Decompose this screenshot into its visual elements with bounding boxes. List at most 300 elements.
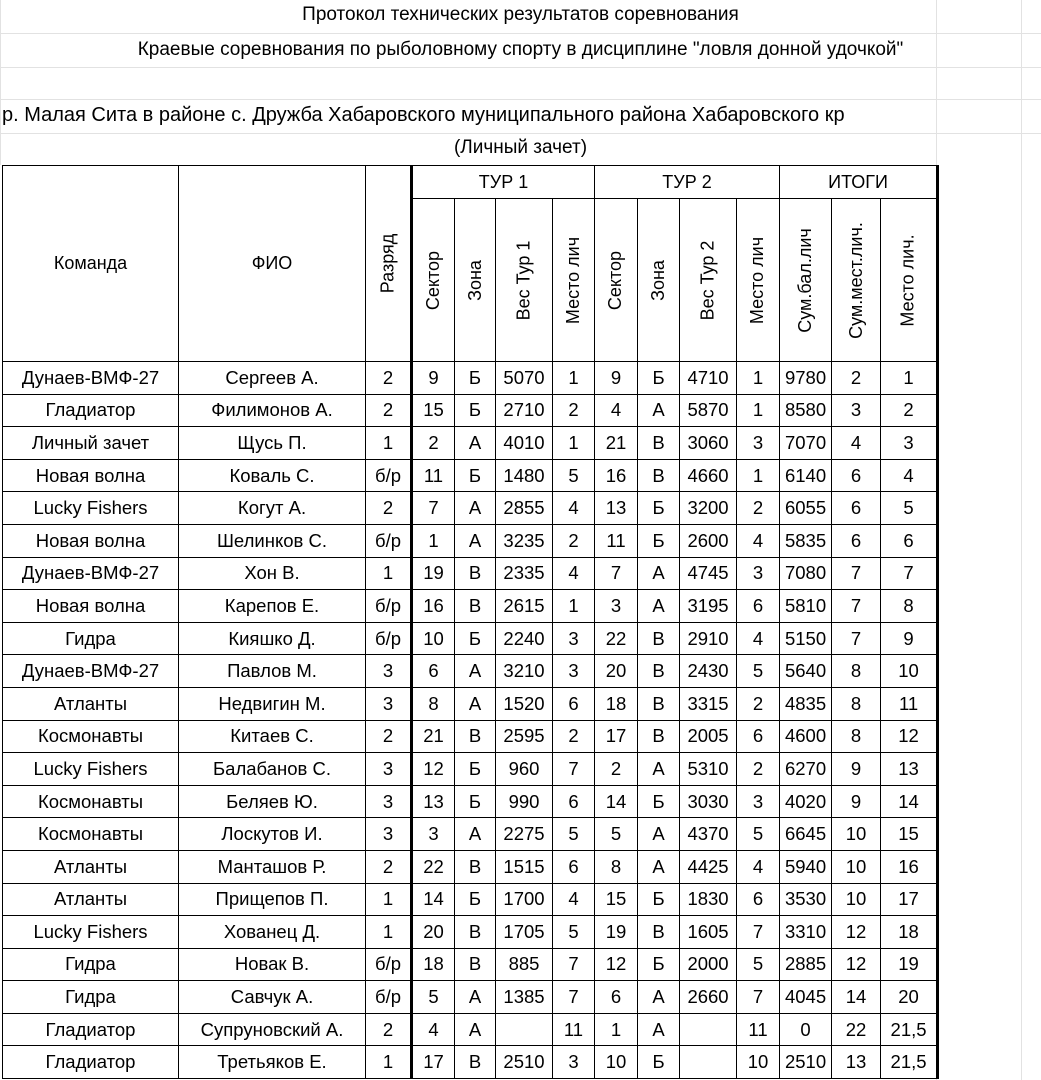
cell-final-place: 13: [881, 753, 938, 786]
cell-sum-places: 13: [832, 1046, 881, 1079]
cell-sum-points: 6055: [780, 492, 832, 525]
header-team-label: Команда: [53, 253, 128, 273]
cell-zone1: Б: [455, 394, 496, 427]
cell-zone2: А: [638, 850, 680, 883]
header-tour2: ТУР 2: [595, 166, 780, 199]
header-place2: [737, 199, 780, 362]
cell-sector1: 12: [412, 753, 455, 786]
table-row: [3, 720, 938, 753]
cell-sum-points: 3530: [780, 883, 832, 916]
grid-line: [0, 99, 1041, 100]
cell-team: Новая волна: [3, 459, 179, 492]
cell-final-place: 14: [881, 785, 938, 818]
cell-final-place: 21,5: [881, 1046, 938, 1079]
cell-sector2: 12: [595, 948, 638, 981]
cell-weight2: 2430: [680, 655, 737, 688]
cell-weight2: 2600: [680, 524, 737, 557]
cell-place1: 5: [553, 818, 595, 851]
cell-weight1: 5070: [496, 362, 553, 395]
cell-sector1: 19: [412, 557, 455, 590]
cell-sum-places: 8: [832, 687, 881, 720]
cell-zone1: Б: [455, 785, 496, 818]
cell-zone2: В: [638, 459, 680, 492]
cell-team: Дунаев-ВМФ-27: [3, 655, 179, 688]
cell-place1: 6: [553, 687, 595, 720]
table-row: [3, 590, 938, 623]
cell-team: Космонавты: [3, 818, 179, 851]
cell-rank: б/р: [366, 524, 412, 557]
cell-sector1: 16: [412, 590, 455, 623]
cell-zone1: Б: [455, 622, 496, 655]
cell-rank: б/р: [366, 981, 412, 1014]
cell-place2: 2: [737, 687, 780, 720]
cell-zone2: В: [638, 427, 680, 460]
cell-weight2: 3030: [680, 785, 737, 818]
cell-sector2: 17: [595, 720, 638, 753]
table-row: [3, 655, 938, 688]
header-sum-places-label: Сум.мест.лич.: [845, 221, 866, 339]
cell-weight1: 1515: [496, 850, 553, 883]
cell-weight1: 2335: [496, 557, 553, 590]
header-weight2-label: Вес Тур 2: [697, 240, 718, 320]
cell-weight2: 2005: [680, 720, 737, 753]
cell-sector2: 3: [595, 590, 638, 623]
grid-line: [0, 33, 1041, 34]
cell-rank: 2: [366, 850, 412, 883]
header-rank: [366, 166, 412, 362]
cell-zone1: В: [455, 850, 496, 883]
cell-name: Карепов Е.: [179, 590, 366, 623]
cell-final-place: 16: [881, 850, 938, 883]
cell-name: Сергеев А.: [179, 362, 366, 395]
cell-sum-places: 9: [832, 785, 881, 818]
cell-place2: 2: [737, 492, 780, 525]
header-final-place: [881, 199, 938, 362]
cell-sum-points: 5640: [780, 655, 832, 688]
cell-place2: 2: [737, 753, 780, 786]
table-row: [3, 785, 938, 818]
table-row: [3, 1013, 938, 1046]
cell-final-place: 6: [881, 524, 938, 557]
cell-zone1: В: [455, 557, 496, 590]
cell-zone2: А: [638, 818, 680, 851]
cell-rank: 3: [366, 753, 412, 786]
competition-title: Краевые соревнования по рыболовному спорту в дисциплине "ловля донной удочкой": [137, 39, 904, 60]
cell-sum-points: 5940: [780, 850, 832, 883]
cell-sum-places: 7: [832, 590, 881, 623]
cell-zone2: Б: [638, 883, 680, 916]
cell-place1: 1: [553, 362, 595, 395]
cell-sum-points: 7070: [780, 427, 832, 460]
cell-sector1: 7: [412, 492, 455, 525]
cell-sector2: 19: [595, 916, 638, 949]
cell-weight2: 2660: [680, 981, 737, 1014]
cell-place2: 1: [737, 459, 780, 492]
cell-rank: 2: [366, 1013, 412, 1046]
cell-sum-places: 14: [832, 981, 881, 1014]
cell-team: Новая волна: [3, 590, 179, 623]
cell-zone2: А: [638, 557, 680, 590]
cell-place2: 1: [737, 362, 780, 395]
cell-name: Хованец Д.: [179, 916, 366, 949]
cell-sum-places: 22: [832, 1013, 881, 1046]
cell-place1: 3: [553, 1046, 595, 1079]
cell-name: Прищепов П.: [179, 883, 366, 916]
cell-place2: 5: [737, 818, 780, 851]
cell-rank: 1: [366, 557, 412, 590]
cell-sector2: 18: [595, 687, 638, 720]
cell-weight1: 960: [496, 753, 553, 786]
cell-place2: 4: [737, 850, 780, 883]
cell-place2: 5: [737, 655, 780, 688]
table-row: [3, 492, 938, 525]
cell-team: Гидра: [3, 948, 179, 981]
cell-zone1: А: [455, 1013, 496, 1046]
cell-weight2: 3060: [680, 427, 737, 460]
cell-sector2: 11: [595, 524, 638, 557]
cell-team: Атланты: [3, 883, 179, 916]
cell-place2: 7: [737, 916, 780, 949]
cell-sum-places: 10: [832, 850, 881, 883]
cell-rank: б/р: [366, 459, 412, 492]
cell-rank: 1: [366, 916, 412, 949]
cell-sector2: 7: [595, 557, 638, 590]
cell-team: Гладиатор: [3, 1046, 179, 1079]
cell-place2: 3: [737, 557, 780, 590]
cell-sum-places: 6: [832, 524, 881, 557]
cell-weight1: 2615: [496, 590, 553, 623]
cell-place2: 10: [737, 1046, 780, 1079]
cell-place1: 4: [553, 492, 595, 525]
cell-weight1: 2510: [496, 1046, 553, 1079]
cell-place1: 7: [553, 981, 595, 1014]
cell-rank: 2: [366, 394, 412, 427]
cell-sum-places: 6: [832, 459, 881, 492]
cell-sum-points: 4045: [780, 981, 832, 1014]
cell-place1: 3: [553, 655, 595, 688]
table-row: [3, 394, 938, 427]
cell-sector1: 17: [412, 1046, 455, 1079]
cell-zone2: В: [638, 655, 680, 688]
cell-sector2: 15: [595, 883, 638, 916]
cell-zone2: В: [638, 916, 680, 949]
cell-weight1: 3235: [496, 524, 553, 557]
cell-sector2: 4: [595, 394, 638, 427]
cell-final-place: 3: [881, 427, 938, 460]
table-row: [3, 459, 938, 492]
cell-sum-points: 6140: [780, 459, 832, 492]
cell-sector2: 6: [595, 981, 638, 1014]
location-text: р. Малая Сита в районе с. Дружба Хабаровского муниципального района Хабаровского кр: [2, 104, 845, 126]
cell-sum-points: 5150: [780, 622, 832, 655]
cell-name: Хон В.: [179, 557, 366, 590]
cell-sum-points: 9780: [780, 362, 832, 395]
cell-zone1: А: [455, 818, 496, 851]
cell-sector1: 13: [412, 785, 455, 818]
cell-zone2: Б: [638, 948, 680, 981]
cell-weight2: 2000: [680, 948, 737, 981]
cell-team: Атланты: [3, 687, 179, 720]
table-row: [3, 362, 938, 395]
cell-zone2: А: [638, 981, 680, 1014]
results-table: [2, 165, 939, 1079]
cell-sum-places: 9: [832, 753, 881, 786]
cell-team: Космонавты: [3, 785, 179, 818]
cell-weight1: [496, 1013, 553, 1046]
table-row: [3, 427, 938, 460]
cell-sector2: 8: [595, 850, 638, 883]
cell-sector2: 5: [595, 818, 638, 851]
header-zone2: [638, 199, 680, 362]
cell-sum-points: 4600: [780, 720, 832, 753]
cell-name: Когут А.: [179, 492, 366, 525]
cell-sector1: 3: [412, 818, 455, 851]
cell-place1: 6: [553, 785, 595, 818]
cell-weight2: 4660: [680, 459, 737, 492]
cell-sum-points: 7080: [780, 557, 832, 590]
cell-weight1: 1520: [496, 687, 553, 720]
cell-place1: 2: [553, 394, 595, 427]
header-zone1-label: Зона: [464, 259, 485, 301]
cell-final-place: 9: [881, 622, 938, 655]
protocol-title: Протокол технических результатов соревнования: [302, 4, 739, 25]
cell-weight1: 3210: [496, 655, 553, 688]
cell-rank: б/р: [366, 948, 412, 981]
cell-sum-places: 2: [832, 362, 881, 395]
header-zone2-label: Зона: [648, 259, 669, 301]
cell-sector1: 15: [412, 394, 455, 427]
cell-sum-places: 12: [832, 948, 881, 981]
cell-zone1: В: [455, 948, 496, 981]
cell-sector1: 8: [412, 687, 455, 720]
cell-zone1: А: [455, 981, 496, 1014]
cell-zone2: Б: [638, 492, 680, 525]
cell-name: Лоскутов И.: [179, 818, 366, 851]
cell-sector1: 21: [412, 720, 455, 753]
cell-team: Lucky Fishers: [3, 492, 179, 525]
cell-sum-places: 8: [832, 655, 881, 688]
cell-sector2: 20: [595, 655, 638, 688]
cell-sum-points: 8580: [780, 394, 832, 427]
cell-zone1: А: [455, 524, 496, 557]
cell-weight2: 2910: [680, 622, 737, 655]
cell-sector2: 14: [595, 785, 638, 818]
cell-rank: 2: [366, 362, 412, 395]
cell-sector1: 1: [412, 524, 455, 557]
cell-name: Беляев Ю.: [179, 785, 366, 818]
cell-place1: 2: [553, 720, 595, 753]
table-row: [3, 916, 938, 949]
header-weight1-label: Вес Тур 1: [513, 240, 534, 320]
cell-rank: 3: [366, 687, 412, 720]
cell-zone2: Б: [638, 362, 680, 395]
cell-zone2: В: [638, 687, 680, 720]
cell-sum-points: 2885: [780, 948, 832, 981]
cell-weight2: 1605: [680, 916, 737, 949]
cell-zone2: В: [638, 720, 680, 753]
cell-zone1: Б: [455, 459, 496, 492]
cell-name: Коваль С.: [179, 459, 366, 492]
grid-line: [0, 67, 1041, 68]
cell-zone2: Б: [638, 524, 680, 557]
cell-rank: 1: [366, 883, 412, 916]
cell-sector1: 20: [412, 916, 455, 949]
cell-place2: 6: [737, 590, 780, 623]
cell-sector2: 2: [595, 753, 638, 786]
cell-name: Павлов М.: [179, 655, 366, 688]
cell-sum-places: 10: [832, 818, 881, 851]
cell-team: Lucky Fishers: [3, 753, 179, 786]
cell-sector1: 9: [412, 362, 455, 395]
cell-final-place: 4: [881, 459, 938, 492]
cell-zone1: В: [455, 720, 496, 753]
cell-final-place: 15: [881, 818, 938, 851]
cell-weight1: 2710: [496, 394, 553, 427]
table-row: [3, 753, 938, 786]
header-zone1: [455, 199, 496, 362]
cell-sector2: 1: [595, 1013, 638, 1046]
cell-zone2: В: [638, 622, 680, 655]
cell-sector1: 11: [412, 459, 455, 492]
cell-sector2: 13: [595, 492, 638, 525]
cell-rank: б/р: [366, 622, 412, 655]
cell-team: Дунаев-ВМФ-27: [3, 362, 179, 395]
cell-final-place: 11: [881, 687, 938, 720]
cell-weight2: 4370: [680, 818, 737, 851]
cell-weight1: 2855: [496, 492, 553, 525]
cell-sector1: 5: [412, 981, 455, 1014]
cell-weight1: 1385: [496, 981, 553, 1014]
header-place1-label: Место лич: [563, 236, 584, 324]
cell-zone1: Б: [455, 362, 496, 395]
cell-place2: 4: [737, 622, 780, 655]
cell-team: Атланты: [3, 850, 179, 883]
header-name: [179, 166, 366, 362]
header-sector1: [412, 199, 455, 362]
cell-rank: 3: [366, 785, 412, 818]
cell-team: Личный зачет: [3, 427, 179, 460]
cell-sector2: 21: [595, 427, 638, 460]
cell-weight1: 1700: [496, 883, 553, 916]
cell-weight2: 5310: [680, 753, 737, 786]
cell-name: Шелинков С.: [179, 524, 366, 557]
header-sector2: [595, 199, 638, 362]
cell-sum-points: 5835: [780, 524, 832, 557]
cell-name: Недвигин М.: [179, 687, 366, 720]
cell-place1: 5: [553, 459, 595, 492]
cell-place1: 11: [553, 1013, 595, 1046]
header-row-groups: [3, 166, 938, 199]
grid-line: [0, 133, 1041, 134]
header-weight2: [680, 199, 737, 362]
table-row: [3, 524, 938, 557]
cell-zone2: А: [638, 590, 680, 623]
cell-place2: 11: [737, 1013, 780, 1046]
cell-final-place: 17: [881, 883, 938, 916]
cell-final-place: 21,5: [881, 1013, 938, 1046]
cell-team: Новая волна: [3, 524, 179, 557]
cell-sum-points: 5810: [780, 590, 832, 623]
cell-weight2: 5870: [680, 394, 737, 427]
cell-final-place: 2: [881, 394, 938, 427]
cell-place2: 4: [737, 524, 780, 557]
cell-zone1: А: [455, 687, 496, 720]
cell-sector2: 9: [595, 362, 638, 395]
cell-weight1: 1480: [496, 459, 553, 492]
cell-team: Гидра: [3, 981, 179, 1014]
cell-place2: 6: [737, 720, 780, 753]
cell-place1: 4: [553, 883, 595, 916]
cell-place1: 1: [553, 590, 595, 623]
cell-rank: 3: [366, 655, 412, 688]
cell-name: Новак В.: [179, 948, 366, 981]
cell-weight2: 4425: [680, 850, 737, 883]
cell-weight1: 2275: [496, 818, 553, 851]
cell-place1: 5: [553, 916, 595, 949]
cell-final-place: 20: [881, 981, 938, 1014]
cell-rank: 1: [366, 1046, 412, 1079]
header-final-place-label: Место лич.: [898, 233, 919, 327]
cell-zone2: А: [638, 753, 680, 786]
cell-weight2: 3200: [680, 492, 737, 525]
cell-sum-places: 3: [832, 394, 881, 427]
cell-weight1: 990: [496, 785, 553, 818]
cell-sum-points: 4020: [780, 785, 832, 818]
cell-place1: 1: [553, 427, 595, 460]
cell-zone2: Б: [638, 1046, 680, 1079]
cell-zone1: Б: [455, 883, 496, 916]
cell-name: Щусь П.: [179, 427, 366, 460]
cell-sector2: 16: [595, 459, 638, 492]
cell-sector1: 14: [412, 883, 455, 916]
cell-zone1: В: [455, 590, 496, 623]
cell-place2: 6: [737, 883, 780, 916]
cell-sum-points: 6270: [780, 753, 832, 786]
cell-sum-points: 4835: [780, 687, 832, 720]
cell-weight2: 4745: [680, 557, 737, 590]
cell-final-place: 7: [881, 557, 938, 590]
cell-sector1: 18: [412, 948, 455, 981]
cell-name: Балабанов С.: [179, 753, 366, 786]
cell-weight1: 2595: [496, 720, 553, 753]
header-rank-label: Разряд: [377, 233, 398, 294]
cell-zone1: В: [455, 916, 496, 949]
table-row: [3, 622, 938, 655]
cell-final-place: 8: [881, 590, 938, 623]
cell-rank: 2: [366, 492, 412, 525]
cell-final-place: 19: [881, 948, 938, 981]
cell-team: Космонавты: [3, 720, 179, 753]
cell-team: Lucky Fishers: [3, 916, 179, 949]
table-row: [3, 850, 938, 883]
cell-sum-places: 4: [832, 427, 881, 460]
table-row: [3, 557, 938, 590]
table-row: [3, 687, 938, 720]
grid-line: [1021, 0, 1022, 1080]
cell-name: Савчук А.: [179, 981, 366, 1014]
cell-sum-places: 7: [832, 557, 881, 590]
cell-final-place: 1: [881, 362, 938, 395]
cell-rank: 2: [366, 720, 412, 753]
cell-zone1: А: [455, 655, 496, 688]
cell-name: Третьяков Е.: [179, 1046, 366, 1079]
cell-sum-points: 0: [780, 1013, 832, 1046]
cell-weight1: 4010: [496, 427, 553, 460]
cell-place2: 1: [737, 394, 780, 427]
header-team: [3, 166, 179, 362]
header-sum-points: [780, 199, 832, 362]
cell-final-place: 10: [881, 655, 938, 688]
